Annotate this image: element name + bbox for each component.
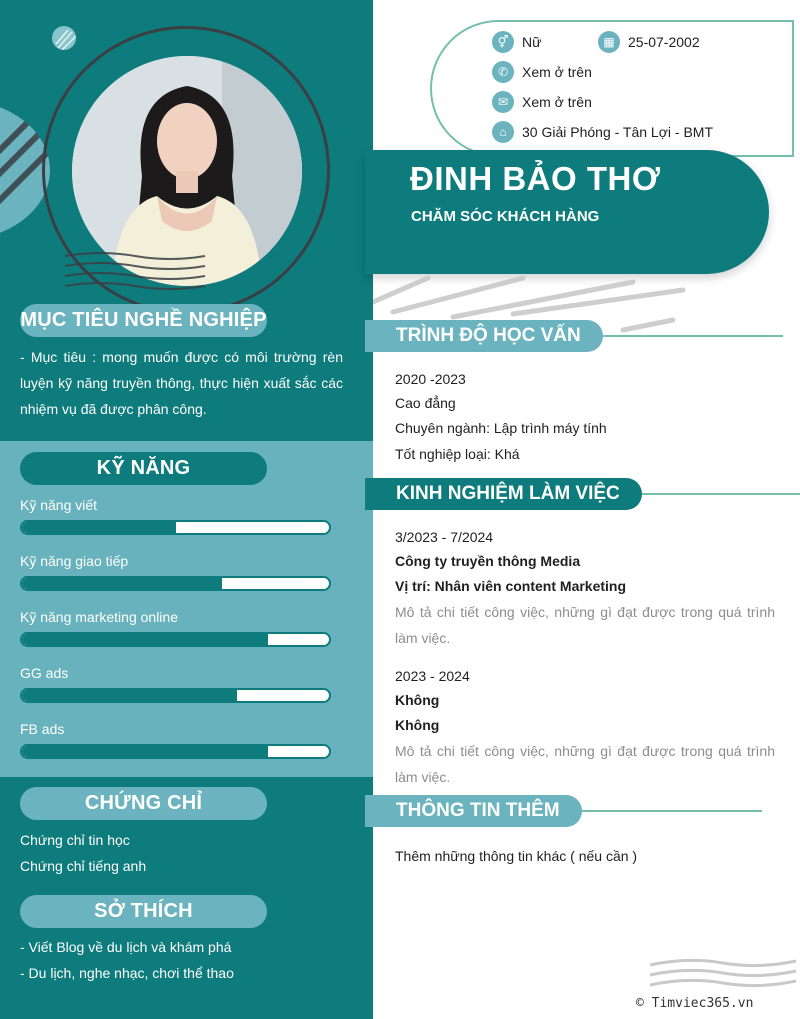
skill-bar	[20, 688, 331, 703]
divider	[582, 810, 762, 812]
skills-heading: KỸ NĂNG	[20, 452, 267, 485]
name-banner	[365, 150, 769, 274]
experience-position: Vị trí: Nhân viên content Marketing	[395, 578, 627, 594]
skill-label: Kỹ năng giao tiếp	[20, 553, 129, 569]
skill-bar-fill	[22, 522, 176, 533]
experience-period: 3/2023 - 7/2024	[395, 529, 494, 545]
education-period: 2020 -2023	[395, 371, 466, 387]
certificates-heading: CHỨNG CHỈ	[20, 787, 267, 820]
skill-bar	[20, 576, 331, 591]
hobbies-heading: SỞ THÍCH	[20, 895, 267, 928]
skill-bar-fill	[22, 746, 268, 757]
skill-label: GG ads	[20, 665, 69, 681]
education-degree: Cao đẳng	[395, 395, 456, 411]
skill-bar	[20, 744, 331, 759]
address-row	[492, 121, 713, 143]
experience-description: Mô tả chi tiết công việc, những gì đạt được trong quá trình làm việc.	[395, 604, 775, 646]
phone-value: Xem ở trên	[522, 64, 592, 80]
skill-label: FB ads	[20, 721, 65, 737]
skill-bar	[20, 520, 331, 535]
wave-lines-icon	[648, 955, 798, 995]
postmark-lines-icon	[60, 248, 210, 293]
home-icon: ⌂	[492, 121, 514, 143]
decorative-dot	[52, 26, 76, 50]
skill-bar-fill	[22, 634, 268, 645]
divider	[642, 493, 800, 495]
certificate-item: Chứng chỉ tin học	[20, 832, 130, 848]
experience-company: Công ty truyền thông Media	[395, 553, 581, 569]
watermark: © Timviec365.vn	[636, 996, 754, 1011]
phone-row	[492, 61, 592, 83]
education-title: TRÌNH ĐỘ HỌC VẤN	[365, 320, 603, 352]
email-value: Xem ở trên	[522, 94, 592, 110]
experience-period: 2023 - 2024	[395, 668, 470, 684]
experience-position: Không	[395, 717, 440, 733]
certificate-item: Chứng chỉ tiếng anh	[20, 858, 147, 874]
hatch-icon	[52, 26, 76, 50]
divider	[603, 335, 783, 337]
address-value: 30 Giải Phóng - Tân Lợi - BMT	[522, 124, 714, 140]
extra-text: Thêm những thông tin khác ( nếu cần )	[395, 848, 638, 864]
candidate-name: ĐINH BẢO THƠ	[410, 160, 661, 197]
extra-heading	[365, 795, 762, 827]
hobby-item: - Du lịch, nghe nhạc, chơi thể thao	[20, 965, 234, 981]
skill-bar	[20, 632, 331, 647]
extra-title: THÔNG TIN THÊM	[365, 795, 582, 827]
left-sidebar	[0, 0, 373, 1019]
experience-title: KINH NGHIỆM LÀM VIỆC	[365, 478, 642, 510]
calendar-icon: ▦	[598, 31, 620, 53]
gender-value: Nữ	[522, 34, 542, 50]
experience-heading	[365, 478, 800, 510]
skill-label: Kỹ năng viết	[20, 497, 98, 513]
birthdate-value: 25-07-2002	[628, 34, 700, 50]
skill-bar-fill	[22, 578, 222, 589]
objective-heading: MỤC TIÊU NGHỀ NGHIỆP	[20, 304, 267, 337]
experience-company: Không	[395, 692, 440, 708]
experience-description: Mô tả chi tiết công việc, những gì đạt được trong quá trình làm việc.	[395, 743, 775, 785]
objective-text: - Mục tiêu : mong muốn được có môi trường rèn luyện kỹ năng truyền thông, thực hiện xuất sắc các nhiệm vụ đã được phân công.	[20, 349, 343, 417]
email-row	[492, 91, 592, 113]
job-title: CHĂM SÓC KHÁCH HÀNG	[411, 208, 600, 225]
gender-icon: ⚥	[492, 31, 514, 53]
skill-bar-fill	[22, 690, 237, 701]
birthdate-row	[598, 31, 700, 53]
gender-row	[492, 31, 541, 53]
skill-label: Kỹ năng marketing online	[20, 609, 178, 625]
phone-icon: ✆	[492, 61, 514, 83]
hobby-item: - Viết Blog về du lịch và khám phá	[20, 939, 232, 955]
education-grade: Tốt nghiệp loại: Khá	[395, 446, 520, 462]
education-heading	[365, 320, 783, 352]
email-icon: ✉	[492, 91, 514, 113]
education-major: Chuyên ngành: Lập trình máy tính	[395, 420, 607, 436]
